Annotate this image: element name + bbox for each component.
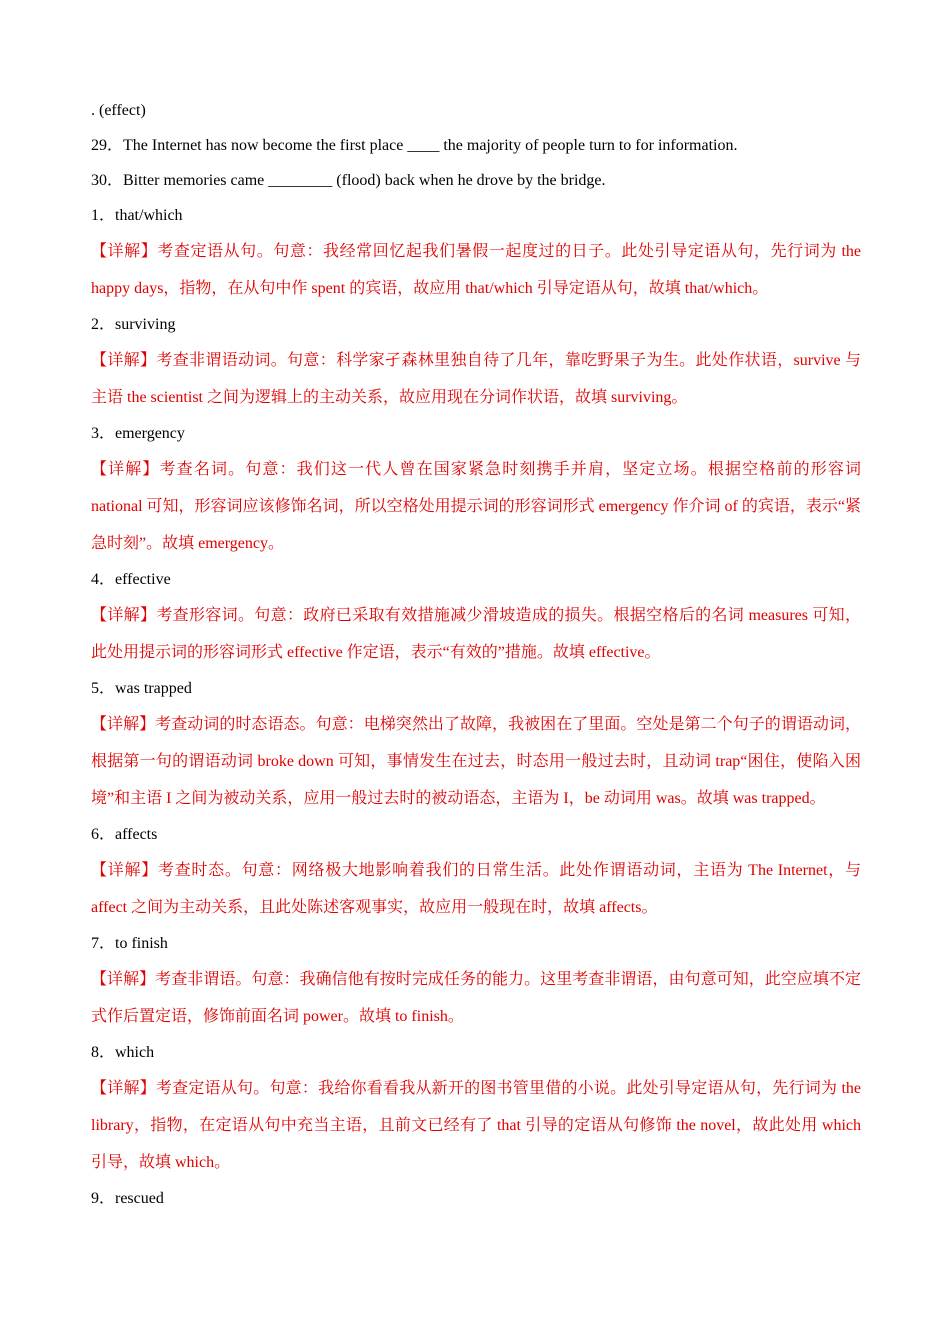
answer-6: 6．affects [91, 826, 158, 843]
answer-5: 5．was trapped [91, 680, 192, 697]
question-30: 30．Bitter memories came ________ (flood) back when he drove by the bridge. [91, 172, 606, 189]
answer-8: 8．which [91, 1044, 155, 1061]
detail-6: 【详解】考查时态。句意：网络极大地影响着我们的日常生活。此处作谓语动词，主语为 The Internet，与 affect 之间为主动关系，且此处陈述客观事实，故应用一般现在时，故填 affects。 [91, 862, 861, 916]
answer-4: 4．effective [91, 571, 171, 588]
question-line: . (effect) [91, 102, 146, 119]
detail-5: 【详解】考查动词的时态语态。句意：电梯突然出了故障，我被困在了里面。空处是第二个句子的谓语动词，根据第一句的谓语动词 broke down 可知，事情发生在过去，时态用一般过去时，且动词 trap“困住，使陷入困境”和主语 I 之间为被动关系，应用一般过去时的被动语态，主语为 I，be 动词用 was。故填 was trapped。 [91, 716, 861, 807]
detail-1: 【详解】考查定语从句。句意：我经常回忆起我们暑假一起度过的日子。此处引导定语从句，先行词为 the happy days，指物，在从句中作 spent 的宾语，故应用 that/which 引导定语从句，故填 that/which。 [91, 243, 861, 297]
document-content [91, 93, 861, 1216]
answer-7: 7．to finish [91, 935, 168, 952]
detail-8: 【详解】考查定语从句。句意：我给你看看我从新开的图书管里借的小说。此处引导定语从句，先行词为 the library，指物，在定语从句中充当主语，且前文已经有了 that 引导的定语从句修饰 the novel，故此处用 which 引导，故填 which。 [91, 1080, 861, 1171]
question-29: 29．The Internet has now become the first place ____ the majority of people turn to for information. [91, 137, 738, 154]
detail-4: 【详解】考查形容词。句意：政府已采取有效措施减少滑坡造成的损失。根据空格后的名词 measures 可知，此处用提示词的形容词形式 effective 作定语，表示“有效的”措施。故填 effective。 [91, 607, 861, 661]
answer-2: 2．surviving [91, 316, 176, 333]
detail-2: 【详解】考查非谓语动词。句意：科学家孑森林里独自待了几年，靠吃野果子为生。此处作状语，survive 与主语 the scientist 之间为逻辑上的主动关系，故应用现在分词作状语，故填 surviving。 [91, 352, 861, 406]
answer-1: 1．that/which [91, 207, 183, 224]
detail-7: 【详解】考查非谓语。句意：我确信他有按时完成任务的能力。这里考查非谓语，由句意可知，此空应填不定式作后置定语，修饰前面名词 power。故填 to finish。 [91, 971, 861, 1025]
answer-9: 9．rescued [91, 1190, 164, 1207]
answer-3: 3．emergency [91, 425, 185, 442]
detail-3: 【详解】考查名词。句意：我们这一代人曾在国家紧急时刻携手并肩，坚定立场。根据空格前的形容词 national 可知，形容词应该修饰名词，所以空格处用提示词的形容词形式 emergency 作介词 of 的宾语，表示“紧急时刻”。故填 emergency。 [91, 461, 861, 552]
